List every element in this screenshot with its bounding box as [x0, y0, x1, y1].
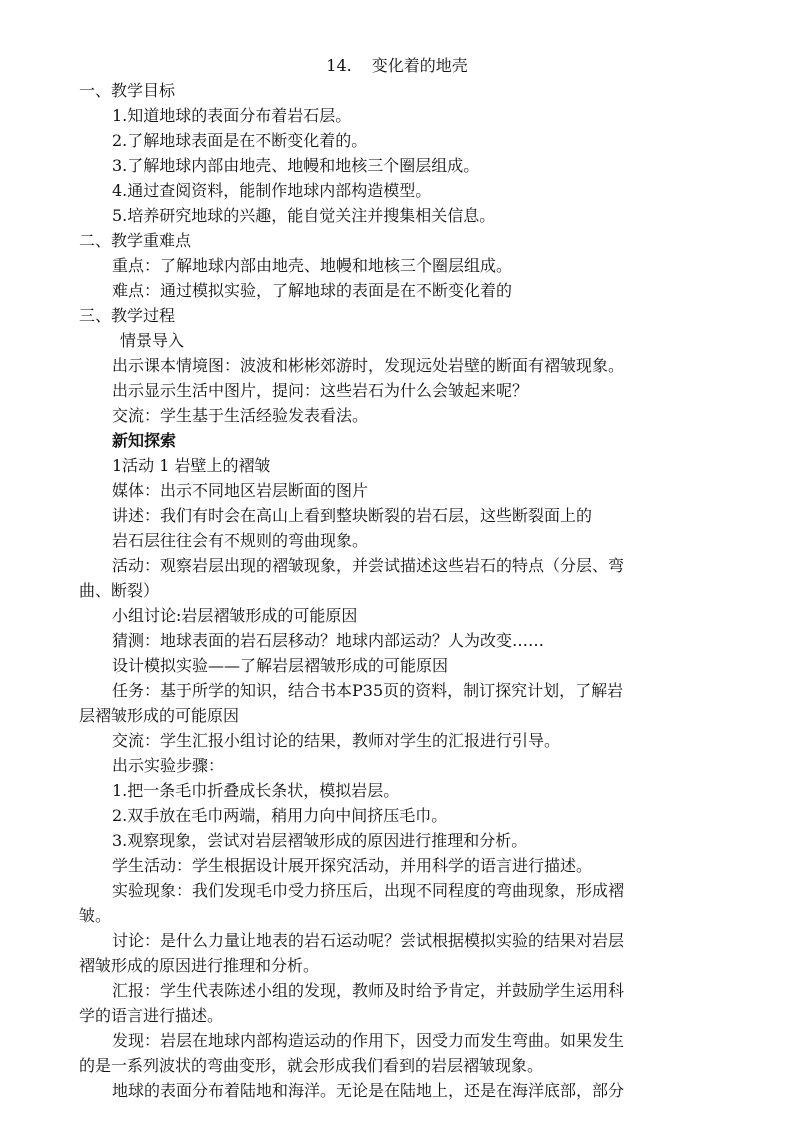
- objective-line: 2.了解地球表面是在不断变化着的。: [112, 131, 368, 150]
- paragraph-line: 层褶皱形成的可能原因: [79, 706, 240, 725]
- paragraph-line: 发现：岩层在地球内部构造运动的作用下，因受力而发生弯曲。如果发生: [112, 1031, 625, 1050]
- paragraph-line: 交流：学生汇报小组讨论的结果，教师对学生的汇报进行引导。: [112, 731, 561, 750]
- paragraph-line: 褶皱形成的原因进行推理和分析。: [79, 956, 320, 975]
- paragraph-line: 地球的表面分布着陆地和海洋。无论是在陆地上，还是在海洋底部，部分: [112, 1081, 625, 1100]
- step-line: 1.把一条毛巾折叠成长条状，模拟岩层。: [112, 781, 400, 800]
- paragraph-line: 小组讨论:岩层褶皱形成的可能原因: [112, 606, 358, 625]
- paragraph-line: 皱。: [79, 906, 112, 925]
- section-heading-objectives: 一、教学目标: [79, 81, 176, 100]
- paragraph-line: 出示显示生活中图片，提问：这些岩石为什么会皱起来呢？: [112, 381, 529, 400]
- objective-line: 5.培养研究地球的兴趣，能自觉关注并搜集相关信息。: [112, 206, 496, 225]
- objective-line: 3.了解地球内部由地壳、地幔和地核三个圈层组成。: [112, 156, 480, 175]
- paragraph-line: 任务：基于所学的知识，结合书本P35页的资料，制订探究计划，了解岩: [112, 681, 624, 700]
- paragraph-line: 曲、断裂）: [79, 581, 160, 600]
- step-line: 3.观察现象，尝试对岩层褶皱形成的原因进行推理和分析。: [112, 831, 528, 850]
- paragraph-line: 媒体：出示不同地区岩层断面的图片: [112, 481, 369, 500]
- section-heading-process: 三、教学过程: [79, 306, 176, 325]
- paragraph-line: 猜测：地球表面的岩石层移动？地球内部运动？人为改变……: [112, 631, 545, 650]
- subheading-new-knowledge: 新知探索: [112, 431, 177, 450]
- title-number: 14.: [326, 56, 352, 75]
- paragraph-line: 学的语言进行描述。: [79, 1006, 224, 1025]
- paragraph-line: 实验现象：我们发现毛巾受力挤压后，出现不同程度的弯曲现象，形成褶: [112, 881, 625, 900]
- paragraph-line: 1活动 1 岩壁上的褶皱: [112, 456, 271, 475]
- objective-line: 4.通过查阅资料，能制作地球内部构造模型。: [112, 181, 432, 200]
- paragraph-line: 交流：学生基于生活经验发表看法。: [112, 406, 369, 425]
- keypoint-line: 重点：了解地球内部由地壳、地幔和地核三个圈层组成。: [112, 256, 513, 275]
- section-heading-keypoints: 二、教学重难点: [79, 231, 192, 250]
- paragraph-line: 岩石层往往会有不规则的弯曲现象。: [112, 531, 369, 550]
- paragraph-line: 讨论：是什么力量让地表的岩石运动呢？尝试根据模拟实验的结果对岩层: [112, 931, 625, 950]
- paragraph-line: 讲述：我们有时会在高山上看到整块断裂的岩石层，这些断裂面上的: [112, 506, 593, 525]
- keypoint-line: 难点：通过模拟实验，了解地球的表面是在不断变化着的: [112, 281, 513, 300]
- paragraph-line: 出示实验步骤：: [112, 756, 225, 775]
- step-line: 2.双手放在毛巾两端，稍用力向中间挤压毛巾。: [112, 806, 448, 825]
- document-title: [0, 55, 794, 79]
- paragraph-line: 设计模拟实验——了解岩层褶皱形成的可能原因: [112, 656, 449, 675]
- paragraph-line: 活动：观察岩层出现的褶皱现象，并尝试描述这些岩石的特点（分层、弯: [112, 556, 625, 575]
- paragraph-line: 汇报：学生代表陈述小组的发现，教师及时给予肯定，并鼓励学生运用科: [112, 981, 625, 1000]
- paragraph-line: 学生活动：学生根据设计展开探究活动，并用科学的语言进行描述。: [112, 856, 593, 875]
- subheading-intro: 情景导入: [120, 331, 185, 350]
- paragraph-line: 出示课本情境图：波波和彬彬郊游时，发现远处岩壁的断面有褶皱现象。: [112, 356, 625, 375]
- paragraph-line: 的是一系列波状的弯曲变形，就会形成我们看到的岩层褶皱现象。: [79, 1056, 544, 1075]
- title-text: 变化着的地壳: [371, 56, 468, 75]
- objective-line: 1.知道地球的表面分布着岩石层。: [112, 106, 352, 125]
